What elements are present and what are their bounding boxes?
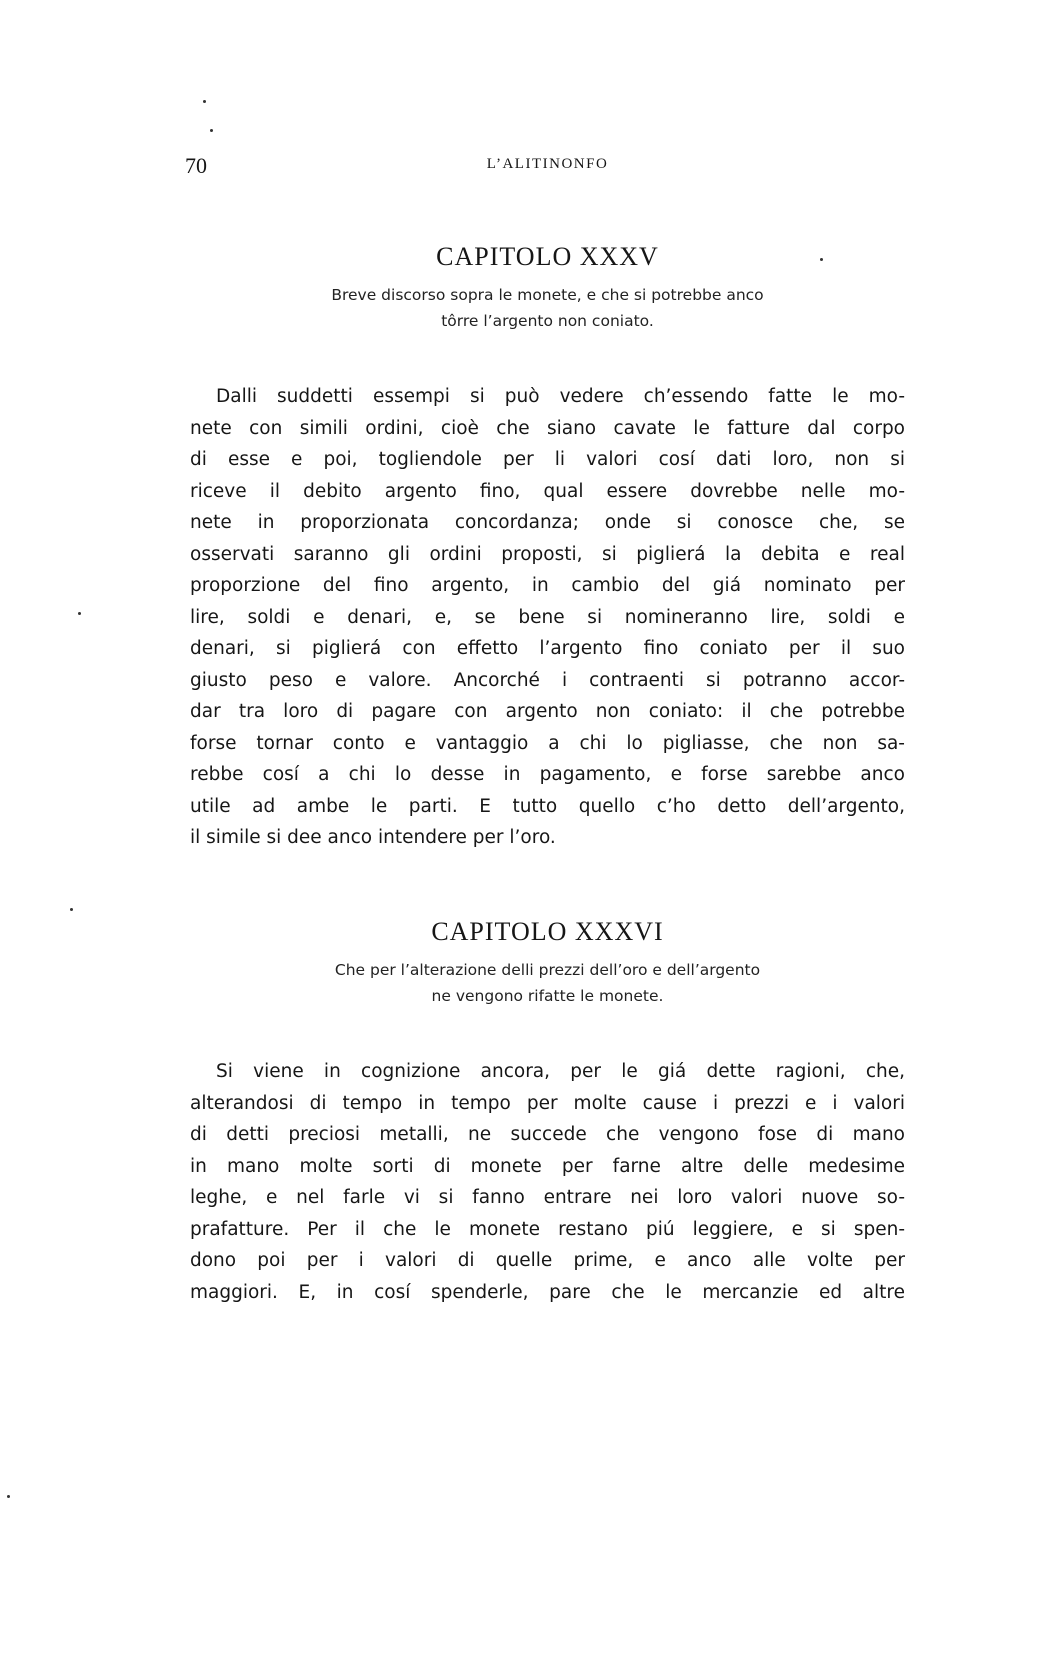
text-line: il simile si dee anco intendere per l’oro.: [190, 827, 556, 848]
subtitle-line: Che per l’alterazione delli prezzi dell’oro e dell’argento: [334, 961, 761, 979]
text-line: Dalli suddetti essempi si può vedere ch’essendo fatte le mo-: [216, 386, 905, 407]
text-line: in mano molte sorti di monete per farne altre delle medesime: [190, 1155, 905, 1177]
chapter-body: [190, 1056, 905, 1308]
text-line: prafatture. Per il che le monete restano piú leggiere, e si spen-: [190, 1218, 905, 1240]
text-line: lire, soldi e denari, e, se bene si nomineranno lire, soldi e: [190, 606, 905, 628]
text-line: alterandosi di tempo in tempo per molte cause i prezzi e i valori: [190, 1092, 905, 1114]
ink-speck: [203, 100, 206, 103]
text-line: dono poi per i valori di quelle prime, e anco alle volte per: [190, 1250, 905, 1271]
text-line: giusto peso e valore. Ancorché i contraenti si potranno accor-: [190, 669, 905, 691]
running-head: [185, 153, 910, 187]
text-line: dar tra loro di pagare con argento non coniato: il che potrebbe: [190, 701, 905, 722]
text-line: Si viene in cognizione ancora, per le giá dette ragioni, che,: [216, 1061, 905, 1082]
chapter-heading: CAPITOLO XXXV: [436, 242, 659, 271]
text-line: nete in proporzionata concordanza; onde si conosce che, se: [190, 512, 905, 533]
text-line: di detti preciosi metalli, ne succede che vengono fose di mano: [190, 1124, 905, 1145]
chapter-subtitle: [190, 957, 905, 1009]
chapter-body: [190, 381, 905, 854]
ink-speck: [210, 129, 213, 132]
ink-speck: [78, 612, 81, 615]
text-line: maggiori. E, in cosí spenderle, pare che le mercanzie ed altre: [190, 1281, 905, 1303]
text-line: utile ad ambe le parti. E tutto quello c’ho detto dell’argento,: [190, 795, 905, 817]
chapter-xxxvi: [190, 915, 905, 1308]
chapter-xxxv: [190, 240, 905, 854]
chapter-subtitle: [190, 282, 905, 334]
text-line: riceve il debito argento fino, qual essere dovrebbe nelle mo-: [190, 480, 905, 502]
text-line: osservati saranno gli ordini proposti, si piglierá la debita e real: [190, 543, 905, 565]
subtitle-line: ne vengono rifatte le monete.: [431, 987, 664, 1005]
subtitle-line: tôrre l’argento non coniato.: [441, 312, 654, 330]
text-line: rebbe cosí a chi lo desse in pagamento, e forse sarebbe anco: [190, 764, 905, 785]
text-line: proporzione del fino argento, in cambio del giá nominato per: [190, 575, 905, 596]
text-line: denari, si piglierá con effetto l’argento fino coniato per il suo: [190, 638, 905, 659]
ink-speck: [70, 908, 73, 911]
text-line: nete con simili ordini, cioè che siano cavate le fatture dal corpo: [190, 417, 905, 439]
running-title: L’ALITINONFO: [486, 156, 609, 172]
text-line: di esse e poi, togliendole per li valori cosí dati loro, non si: [190, 449, 905, 470]
page-number: 70: [185, 153, 207, 178]
text-line: leghe, e nel farle vi si fanno entrare nei loro valori nuove so-: [190, 1187, 905, 1208]
chapter-heading: CAPITOLO XXXVI: [431, 917, 664, 946]
ink-speck: [7, 1495, 10, 1498]
subtitle-line: Breve discorso sopra le monete, e che si potrebbe anco: [331, 286, 764, 304]
text-line: forse tornar conto e vantaggio a chi lo pigliasse, che non sa-: [190, 732, 905, 754]
